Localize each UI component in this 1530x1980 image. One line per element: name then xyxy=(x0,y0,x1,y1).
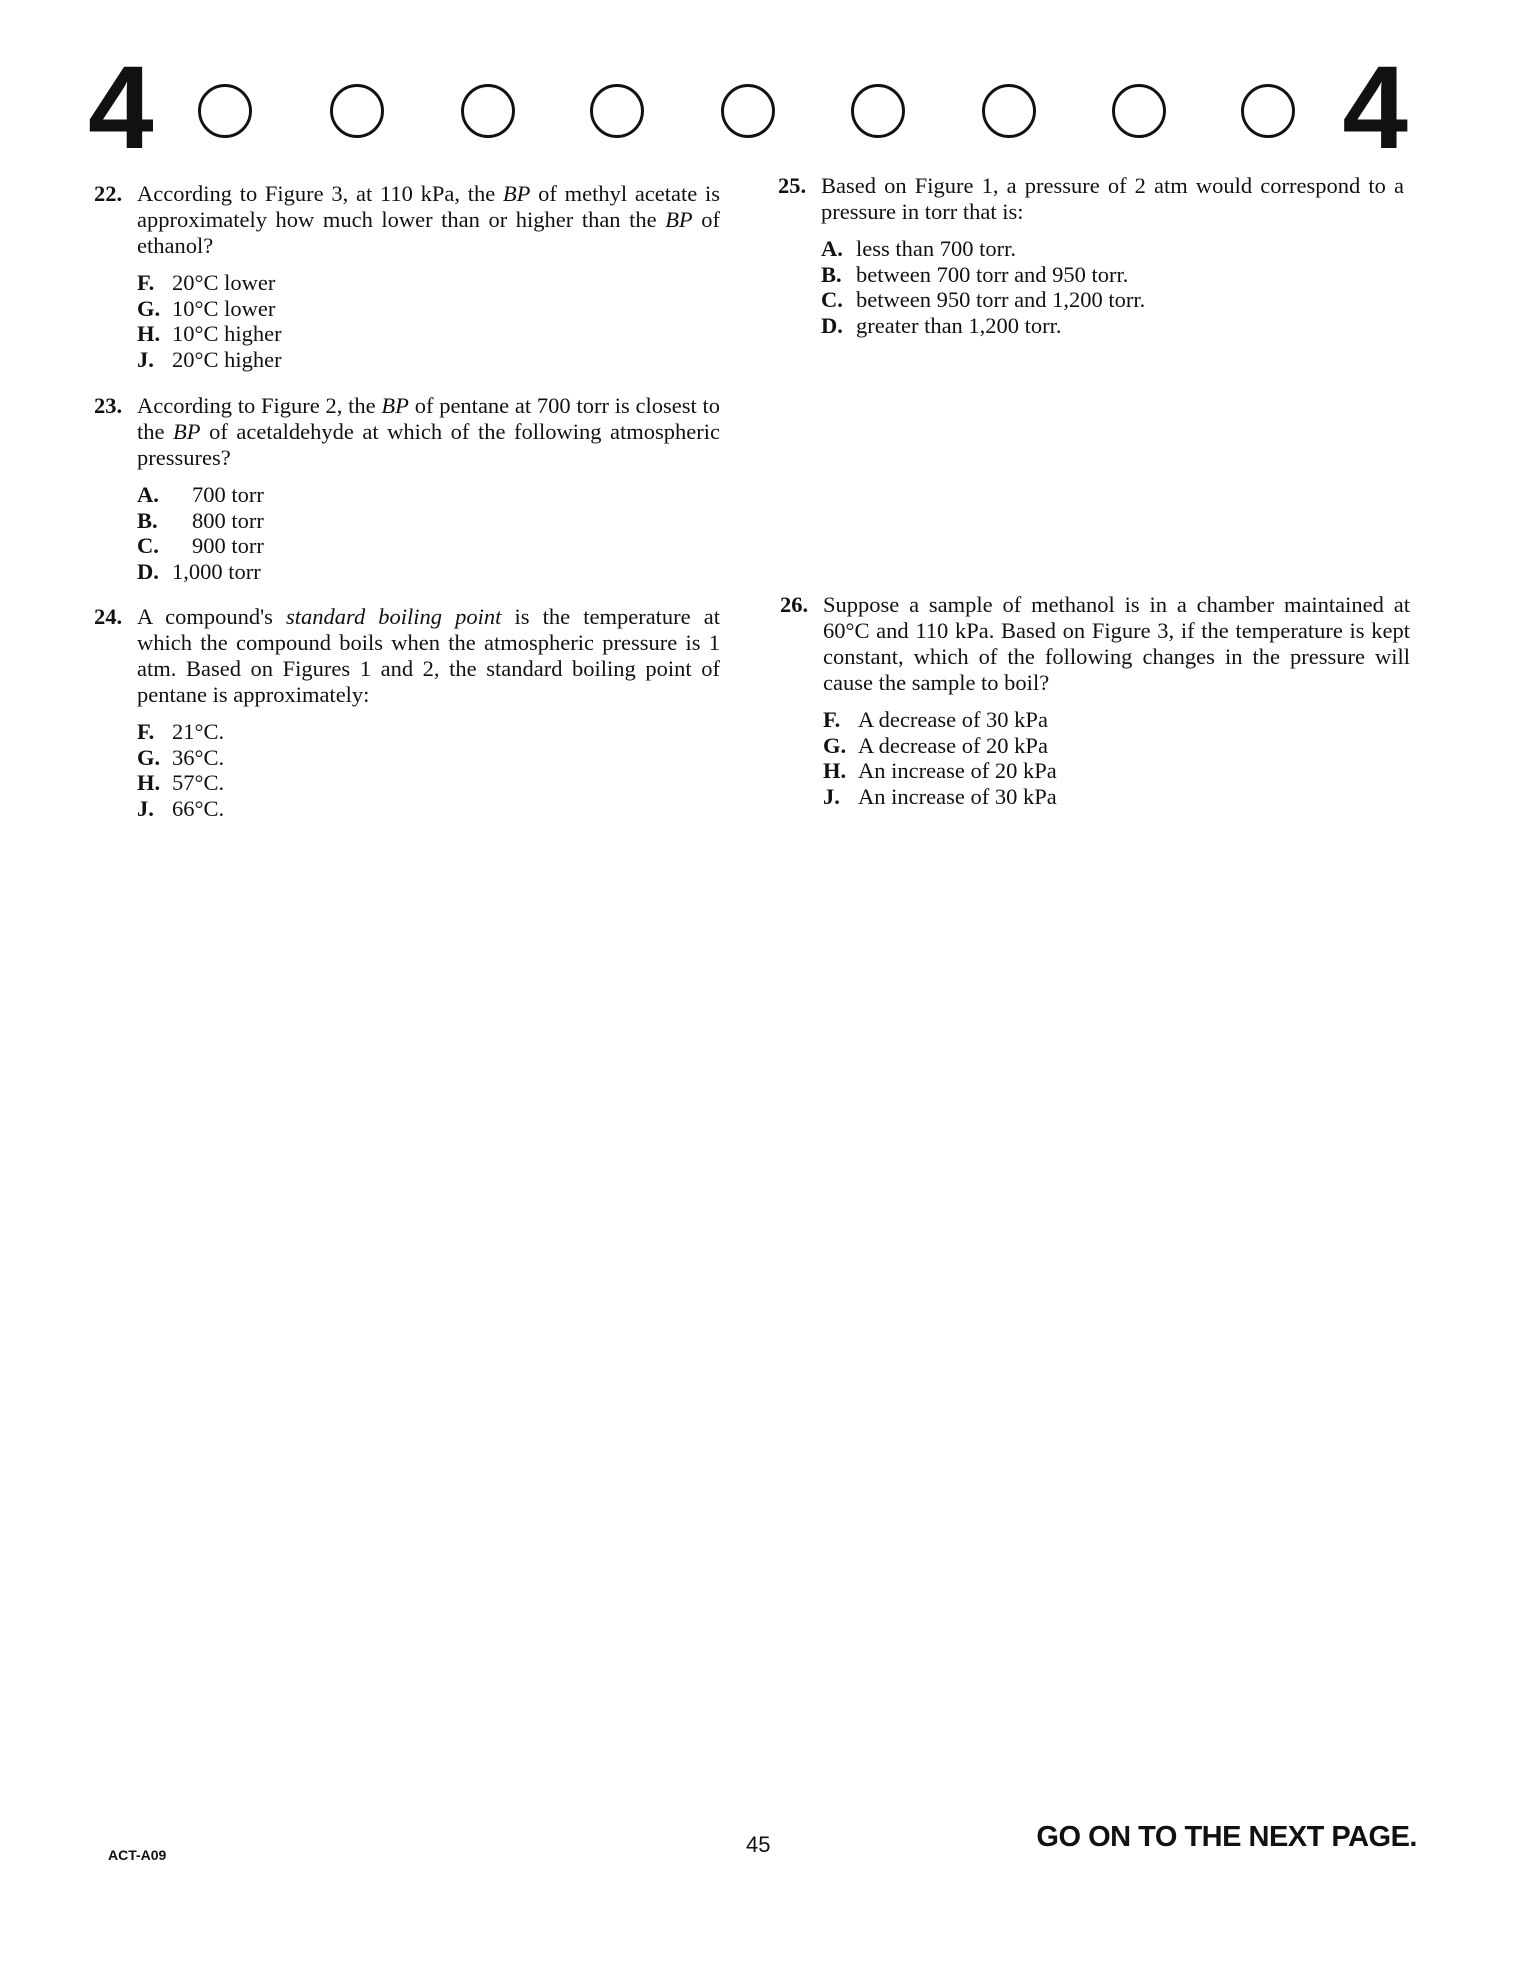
question-stem: According to Figure 3, at 110 kPa, the BP of methyl acetate is approximately how much lower than or higher than the BP of ethanol? xyxy=(137,181,720,258)
answer-option-a[interactable]: A. 700 torr xyxy=(137,482,264,507)
circle-icon xyxy=(1112,84,1166,138)
answer-option-h[interactable]: H. 10°C higher xyxy=(137,321,282,346)
circle-icon xyxy=(198,84,252,138)
section-number-right: 4 xyxy=(1342,42,1408,174)
question-stem: Suppose a sample of methanol is in a chamber maintained at 60°C and 110 kPa. Based on Figure 3, if the temperature is kept constant, which of the following changes in the pressure will cause the sample to boil? xyxy=(823,592,1410,695)
question-stem: According to Figure 2, the BP of pentane at 700 torr is closest to the BP of acetaldehyde at which of the following atmospheric pressures? xyxy=(137,393,720,470)
answer-options xyxy=(137,270,720,372)
answer-option-a[interactable]: A. less than 700 torr. xyxy=(821,236,1016,261)
question-stem: Based on Figure 1, a pressure of 2 atm would correspond to a pressure in torr that is: xyxy=(821,173,1404,224)
answer-option-d[interactable]: D. greater than 1,200 torr. xyxy=(821,312,1062,338)
answer-option-g[interactable]: G. 36°C. xyxy=(137,744,225,770)
circle-icon xyxy=(330,84,384,138)
answer-options xyxy=(137,719,720,821)
circle-icon xyxy=(982,84,1036,138)
question-stem: A compound's standard boiling point is the temperature at which the compound boils when the atmospheric pressure is 1 atm. Based on Figures 1 and 2, the standard boiling point of pentane is approximately: xyxy=(137,604,721,707)
answer-options xyxy=(137,482,720,584)
answer-option-d[interactable]: D. 1,000 torr xyxy=(137,558,261,584)
question-26 xyxy=(780,592,1410,809)
circle-icon xyxy=(590,84,644,138)
page-number: 45 xyxy=(746,1832,771,1857)
question-22 xyxy=(94,181,720,372)
section-number-left: 4 xyxy=(88,42,154,174)
answer-option-f[interactable]: F. A decrease of 30 kPa xyxy=(823,707,1048,732)
circle-icon xyxy=(721,84,775,138)
question-25 xyxy=(778,173,1404,338)
next-page-notice: GO ON TO THE NEXT PAGE. xyxy=(1036,1821,1417,1853)
answer-options xyxy=(823,707,1410,809)
question-number: 24. xyxy=(94,604,123,629)
answer-option-f[interactable]: F. 21°C. xyxy=(137,719,225,744)
circle-icon xyxy=(1241,84,1295,138)
section-header xyxy=(88,42,1408,174)
circle-icon xyxy=(851,84,905,138)
answer-option-h[interactable]: H. 57°C. xyxy=(137,770,225,795)
answer-option-g[interactable]: G. A decrease of 20 kPa xyxy=(823,732,1048,758)
answer-option-f[interactable]: F. 20°C lower xyxy=(137,270,276,295)
answer-option-c[interactable]: C. between 950 torr and 1,200 torr. xyxy=(821,287,1146,312)
answer-option-b[interactable]: B. 800 torr xyxy=(137,507,264,533)
answer-option-h[interactable]: H. An increase of 20 kPa xyxy=(823,758,1057,783)
answer-option-c[interactable]: C. 900 torr xyxy=(137,533,264,558)
question-number: 23. xyxy=(94,393,123,418)
answer-option-b[interactable]: B. between 700 torr and 950 torr. xyxy=(821,261,1129,287)
question-23 xyxy=(94,393,720,584)
answer-option-j[interactable]: J. 20°C higher xyxy=(137,346,282,372)
question-number: 22. xyxy=(94,181,123,206)
answer-option-j[interactable]: J. An increase of 30 kPa xyxy=(823,783,1057,809)
answer-option-j[interactable]: J. 66°C. xyxy=(137,795,225,821)
answer-option-g[interactable]: G. 10°C lower xyxy=(137,295,276,321)
form-code: ACT-A09 xyxy=(108,1847,167,1863)
question-24 xyxy=(94,604,720,821)
question-number: 26. xyxy=(780,592,809,617)
circle-icon xyxy=(461,84,515,138)
answer-options xyxy=(821,236,1404,338)
question-number: 25. xyxy=(778,173,807,198)
